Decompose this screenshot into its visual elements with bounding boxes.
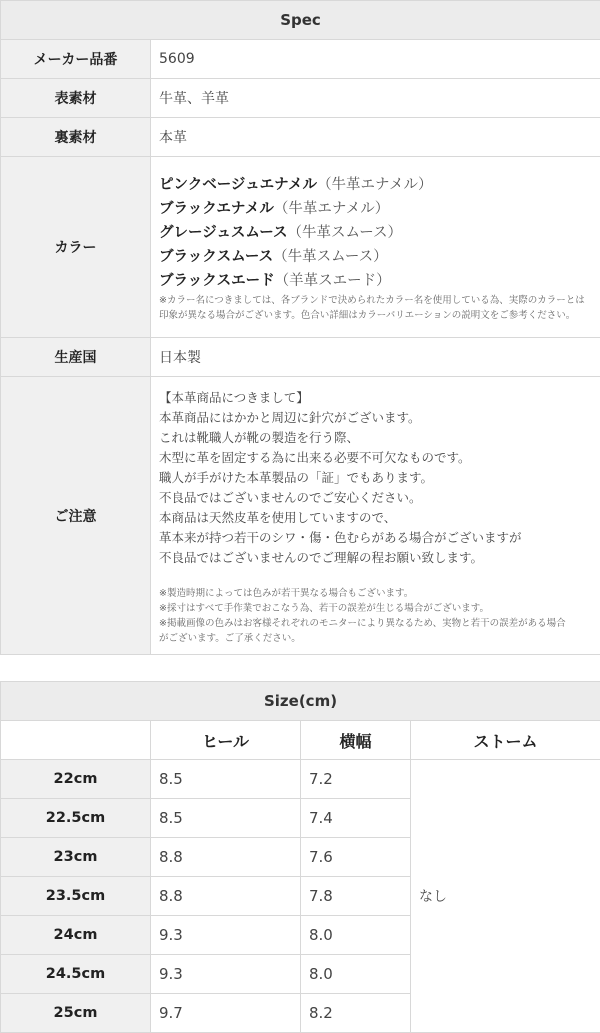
table-row — [1, 760, 600, 799]
caution-notes — [159, 586, 600, 646]
caution-label: ご注意 — [1, 377, 151, 655]
spec-row-maker — [1, 40, 600, 79]
color-note: ※カラー名につきましては、各ブランドで決められたカラー名を使用している為、実際のカラーとは印象が異なる場合がございます。色合い詳細はカラーバリエーションの説明文をご参考ください。 — [159, 293, 600, 323]
caution-note: ※採寸はすべて手作業でおこなう為、若干の誤差が生じる場合がございます。 — [159, 601, 600, 616]
color-item: ブラックスエード（羊革スエード） — [159, 269, 600, 293]
size-title: Size(cm) — [1, 682, 600, 721]
size-label: 25cm — [1, 994, 151, 1033]
inner-label: 裏素材 — [1, 118, 151, 157]
caution-note: ※製造時期によっては色みが若干異なる場合もございます。 — [159, 586, 600, 601]
storm-header: ストーム — [411, 721, 600, 760]
color-item: ブラックエナメル（牛革エナメル） — [159, 197, 600, 221]
heel-value: 9.3 — [151, 916, 301, 955]
maker-value: 5609 — [151, 40, 600, 79]
caution-value — [151, 377, 600, 655]
size-header-row — [1, 721, 600, 760]
spec-row-inner — [1, 118, 600, 157]
caution-line: 木型に革を固定する為に出来る必要不可欠なものです。 — [159, 448, 600, 468]
caution-line: 【本革商品につきまして】 — [159, 388, 600, 408]
size-label: 23.5cm — [1, 877, 151, 916]
heel-value: 9.7 — [151, 994, 301, 1033]
origin-value: 日本製 — [151, 338, 600, 377]
color-item: ピンクベージュエナメル（牛革エナメル） — [159, 173, 600, 197]
color-item: グレージュスムース（牛革スムース） — [159, 221, 600, 245]
inner-value: 本革 — [151, 118, 600, 157]
heel-value: 8.5 — [151, 799, 301, 838]
heel-header: ヒール — [151, 721, 301, 760]
maker-label: メーカー品番 — [1, 40, 151, 79]
width-value: 8.0 — [301, 955, 411, 994]
width-value: 7.4 — [301, 799, 411, 838]
size-label: 24cm — [1, 916, 151, 955]
size-label: 22.5cm — [1, 799, 151, 838]
size-label: 23cm — [1, 838, 151, 877]
width-value: 7.8 — [301, 877, 411, 916]
size-label: 22cm — [1, 760, 151, 799]
heel-value: 8.8 — [151, 838, 301, 877]
storm-value: なし — [411, 760, 600, 1033]
size-table — [0, 681, 600, 1033]
color-label: カラー — [1, 157, 151, 338]
size-header-corner — [1, 721, 151, 760]
spec-row-outer — [1, 79, 600, 118]
caution-line: 本商品は天然皮革を使用していますので、 — [159, 508, 600, 528]
spec-row-caution — [1, 377, 600, 655]
heel-value: 8.5 — [151, 760, 301, 799]
outer-label: 表素材 — [1, 79, 151, 118]
caution-line: 不良品ではございませんのでご理解の程お願い致します。 — [159, 548, 600, 568]
caution-line: 革本来が持つ若干のシワ・傷・色むらがある場合がございますが — [159, 528, 600, 548]
width-value: 7.6 — [301, 838, 411, 877]
color-value — [151, 157, 600, 338]
heel-value: 9.3 — [151, 955, 301, 994]
color-item: ブラックスムース（牛革スムース） — [159, 245, 600, 269]
width-value: 8.2 — [301, 994, 411, 1033]
width-header: 横幅 — [301, 721, 411, 760]
caution-line: 本革商品にはかかと周辺に針穴がございます。 — [159, 408, 600, 428]
caution-note: ※掲載画像の色みはお客様それぞれのモニターにより異なるため、実物と若干の誤差がある場合 — [159, 616, 600, 631]
spec-row-origin — [1, 338, 600, 377]
spec-row-color — [1, 157, 600, 338]
caution-line: これは靴職人が靴の製造を行う際、 — [159, 428, 600, 448]
width-value: 7.2 — [301, 760, 411, 799]
caution-line: 不良品ではございませんのでご安心ください。 — [159, 488, 600, 508]
size-label: 24.5cm — [1, 955, 151, 994]
outer-value: 牛革、羊革 — [151, 79, 600, 118]
caution-line: 職人が手がけた本革製品の「証」でもあります。 — [159, 468, 600, 488]
caution-note: がございます。ご了承ください。 — [159, 631, 600, 646]
width-value: 8.0 — [301, 916, 411, 955]
spec-title: Spec — [1, 1, 600, 40]
origin-label: 生産国 — [1, 338, 151, 377]
heel-value: 8.8 — [151, 877, 301, 916]
